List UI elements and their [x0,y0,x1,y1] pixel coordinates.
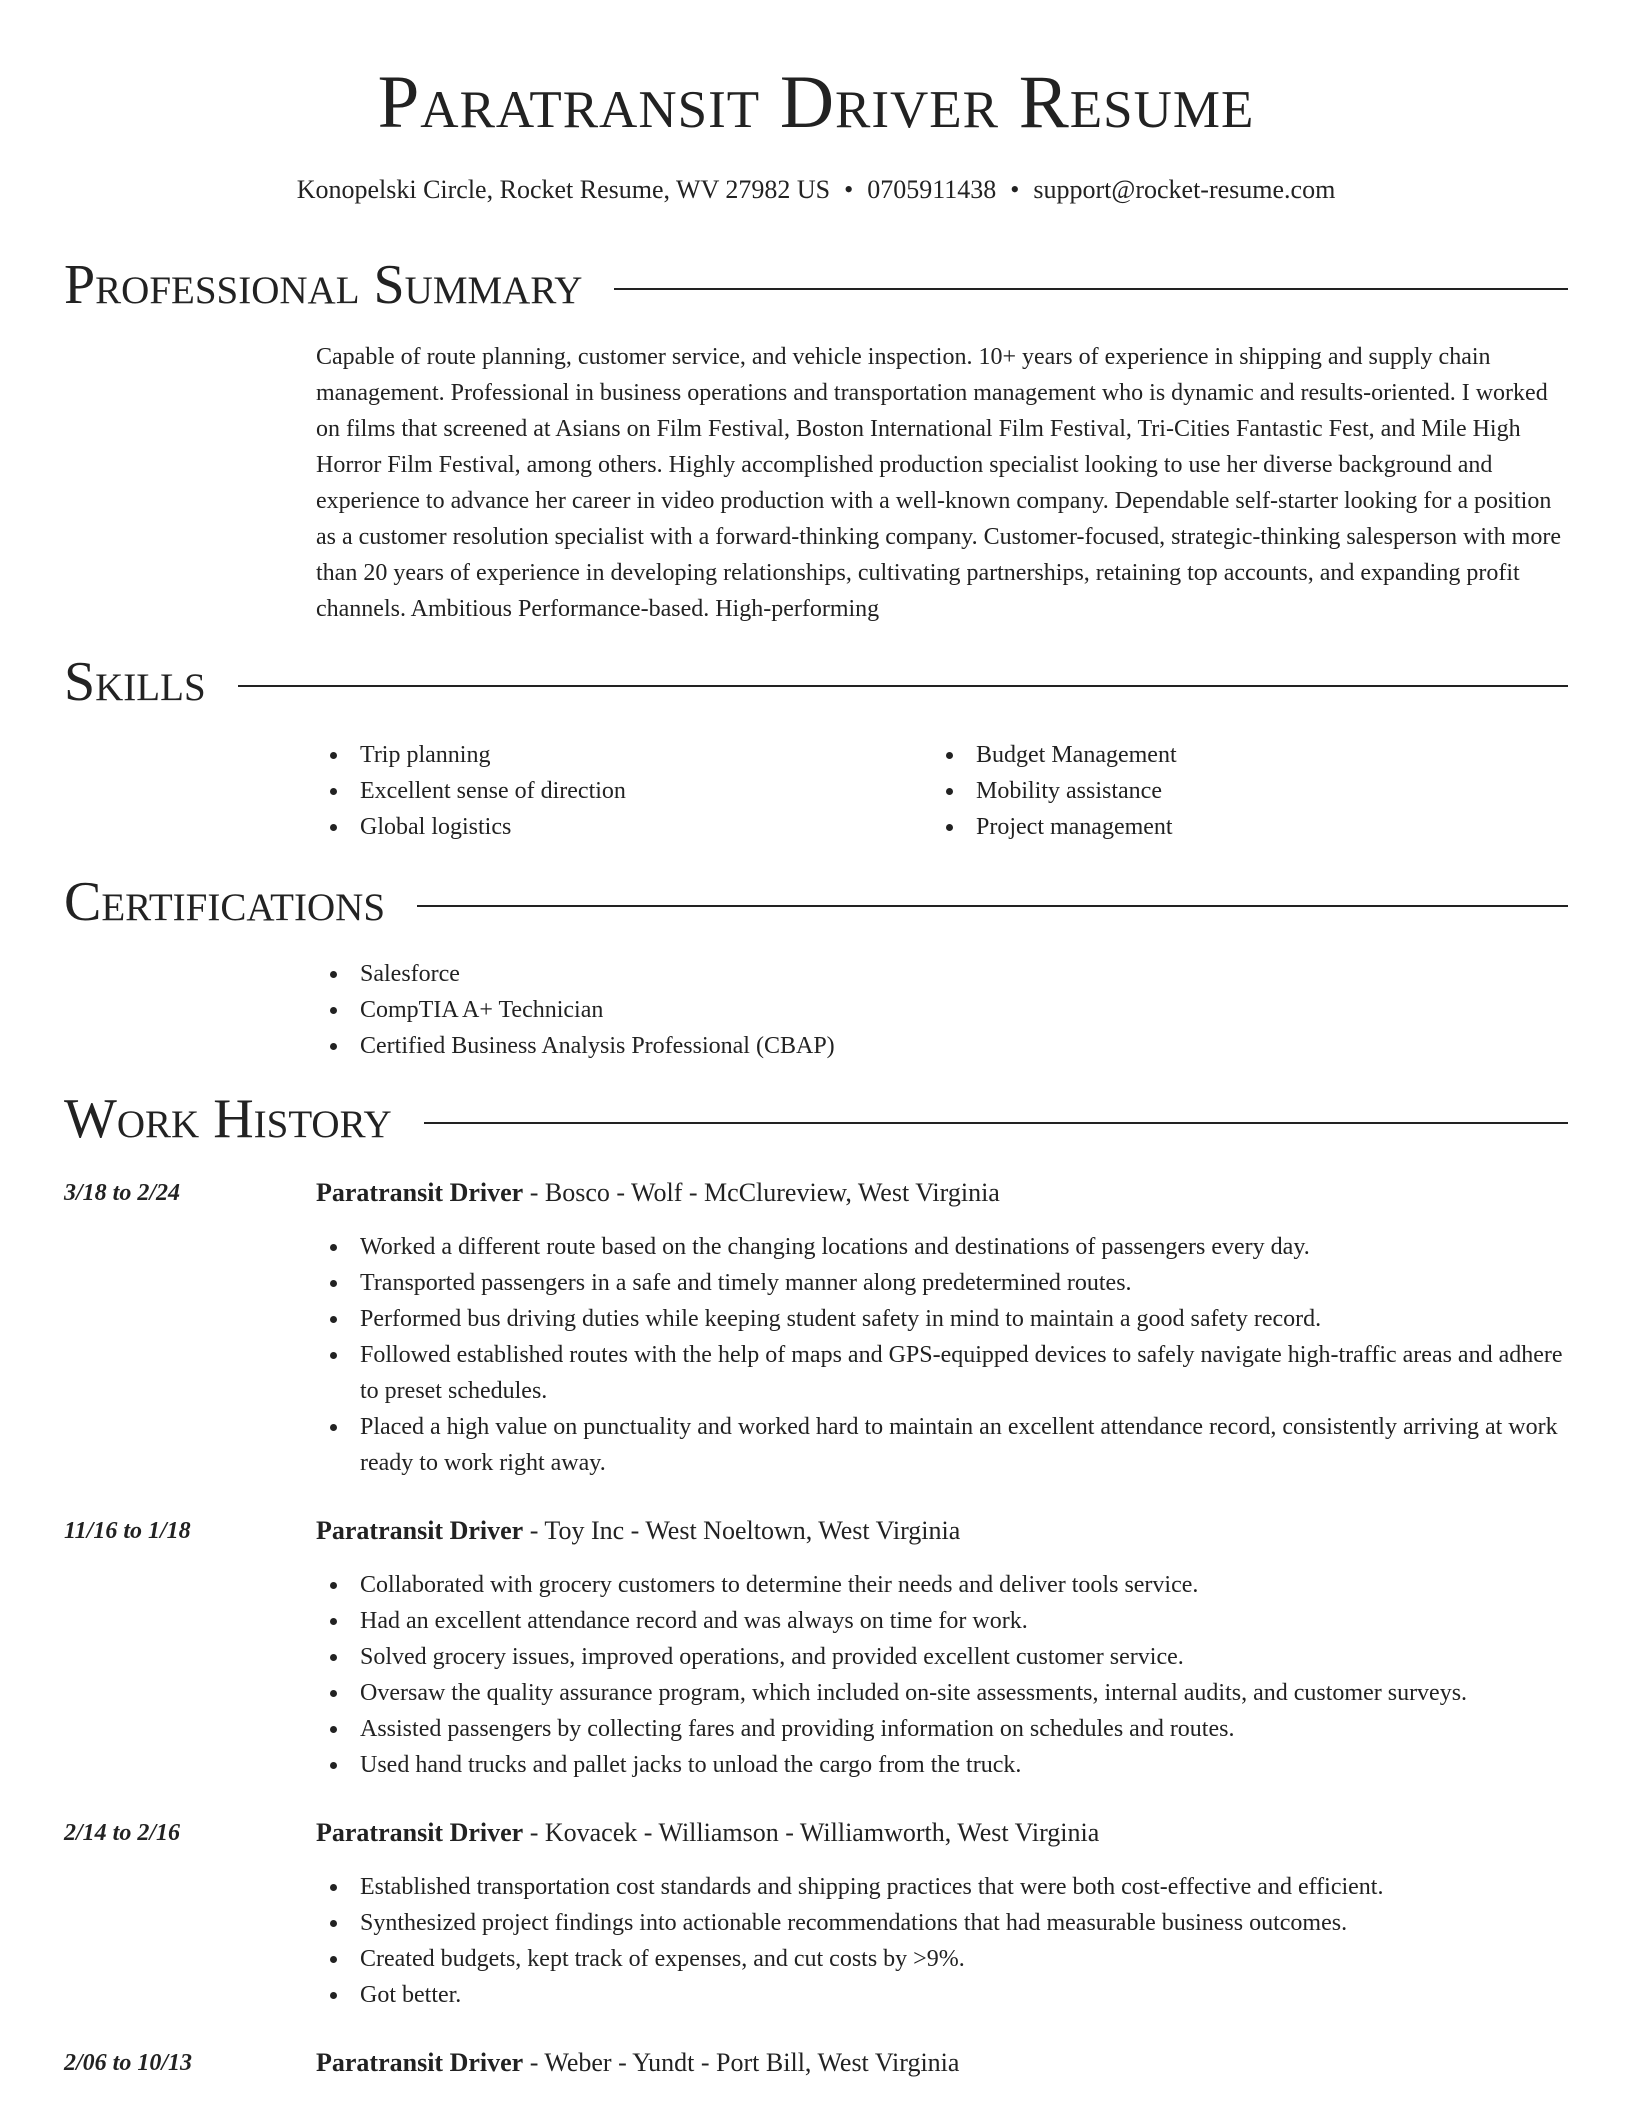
job-duty: Established transportation cost standards and shipping practices that were both cost-effective and efficient. [316,1869,1566,1905]
job-dates: 2/06 to 10/13 [64,2050,193,2076]
job-duty: Performed bus driving duties while keeping student safety in mind to maintain a good safety record. [316,1301,1566,1337]
job-duties-list [316,1869,1566,2013]
section-divider [424,1122,1568,1124]
certification-item: Certified Business Analysis Professional (CBAP) [316,1028,1416,1064]
section-header-skills [64,650,1568,714]
certification-item: Salesforce [316,956,1416,992]
section-divider [417,905,1568,907]
contact-address: Konopelski Circle, Rocket Resume, WV 27982 US [296,175,831,204]
job-duty: Used hand trucks and pallet jacks to unload the cargo from the truck. [316,1747,1566,1783]
page-title: Paratransit Driver Resume [377,61,1255,144]
job-duty: Collaborated with grocery customers to determine their needs and deliver tools service. [316,1567,1566,1603]
section-divider [238,685,1568,687]
job-employer-location: - Bosco - Wolf - McClureview, West Virginia [523,1178,1000,1207]
job-duty: Got better. [316,1977,1566,2013]
job-employer-location: - Weber - Yundt - Port Bill, West Virginia [523,2048,960,2077]
section-title-summary: Professional Summary [64,254,583,316]
job-title: Paratransit Driver [316,1178,524,1207]
contact-separator: • [844,175,854,204]
skill-item: Trip planning [316,737,876,773]
job-heading [316,2045,1566,2081]
skills-list-right [932,737,1492,845]
job-dates: 11/16 to 1/18 [64,1518,191,1544]
certification-item: CompTIA A+ Technician [316,992,1416,1028]
job-heading [316,1815,1566,1851]
job-employer-location: - Kovacek - Williamson - Williamworth, West Virginia [523,1818,1100,1847]
certifications-list [316,956,1416,1064]
job-duties-list [316,1567,1566,1783]
skill-item: Excellent sense of direction [316,773,876,809]
section-title-certifications: Certifications [64,871,386,933]
job-dates: 3/18 to 2/24 [64,1180,181,1206]
job-duty: Created budgets, kept track of expenses, and cut costs by >9%. [316,1941,1566,1977]
contact-separator: • [1010,175,1020,204]
contact-line [0,172,1632,208]
job-heading [316,1513,1566,1549]
job-dates: 2/14 to 2/16 [64,1820,181,1846]
job-duty: Synthesized project findings into actionable recommendations that had measurable business outcomes. [316,1905,1566,1941]
job-duty: Solved grocery issues, improved operations, and provided excellent customer service. [316,1639,1566,1675]
job-title: Paratransit Driver [316,1818,524,1847]
section-header-summary [64,253,1568,317]
job-employer-location: - Toy Inc - West Noeltown, West Virginia [523,1516,961,1545]
job-title: Paratransit Driver [316,1516,524,1545]
skill-item: Global logistics [316,809,876,845]
job-duty: Oversaw the quality assurance program, which included on-site assessments, internal audits, and customer surveys. [316,1675,1566,1711]
job-title: Paratransit Driver [316,2048,524,2077]
job-duty: Had an excellent attendance record and was always on time for work. [316,1603,1566,1639]
skill-item: Project management [932,809,1492,845]
job-duty: Placed a high value on punctuality and worked hard to maintain an excellent attendance record, consistently arriving at work ready to work right away. [316,1409,1566,1481]
section-header-work-history [64,1087,1568,1151]
job-heading [316,1175,1566,1211]
section-title-skills: Skills [64,651,206,713]
skills-list-left [316,737,876,845]
contact-phone: 0705911438 [867,175,997,204]
section-divider [614,288,1568,290]
contact-email: support@rocket-resume.com [1033,175,1336,204]
job-duty: Transported passengers in a safe and timely manner along predetermined routes. [316,1265,1566,1301]
summary-text: Capable of route planning, customer service, and vehicle inspection. 10+ years of experience in shipping and supply chain management. Professional in business operations and transportation management who is dynamic and results-oriented. I worked on films that screened at Asians on Film Festival, Boston International Film Festival, Tri-Cities Fantastic Fest, and Mile High Horror Film Festival, among others. Highly accomplished production specialist looking to use her diverse background and experience to advance her career in video production with a well-known company. Dependable self-starter looking for a position as a customer resolution specialist with a forward-thinking company. Customer-focused, strategic-thinking salesperson with more than 20 years of experience in developing relationships, cultivating partnerships, retaining top accounts, and expanding profit channels. Ambitious Performance-based. High-performing [316,344,1561,622]
skill-item: Budget Management [932,737,1492,773]
job-duty: Worked a different route based on the changing locations and destinations of passengers every day. [316,1229,1566,1265]
section-title-work-history: Work History [64,1088,392,1150]
skill-item: Mobility assistance [932,773,1492,809]
job-duties-list [316,1229,1566,1481]
job-duty: Followed established routes with the help of maps and GPS-equipped devices to safely navigate high-traffic areas and adhere to preset schedules. [316,1337,1566,1409]
section-header-certifications [64,870,1568,934]
job-duty: Assisted passengers by collecting fares and providing information on schedules and routes. [316,1711,1566,1747]
